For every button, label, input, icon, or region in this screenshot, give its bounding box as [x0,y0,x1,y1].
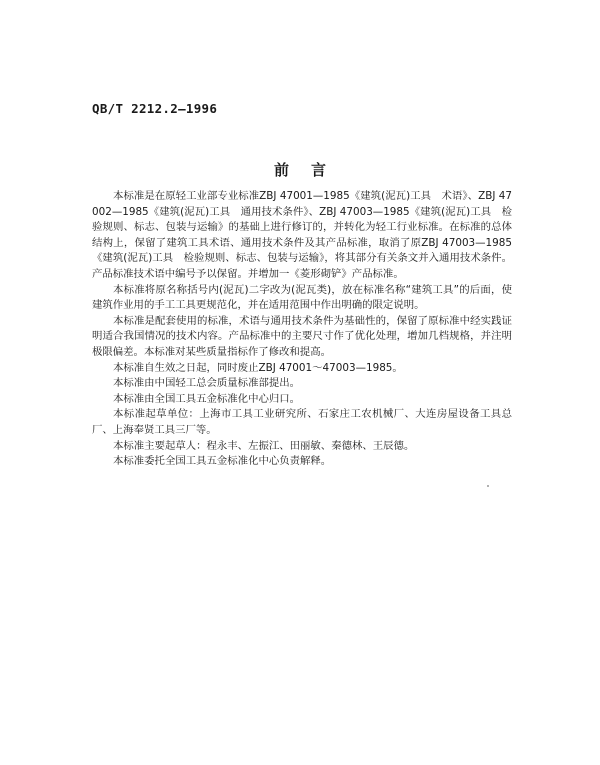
paragraph-centralized-by: 本标准由全国工具五金标准化中心归口。 [113,392,301,405]
scan-speck [487,485,489,487]
paragraph-main-drafters: 本标准主要起草人：程永丰、左振江、田丽敏、秦德林、王辰德。 [113,439,415,452]
paragraph-interpretation: 本标准委托全国工具五金标准化中心负责解释。 [113,455,332,468]
paragraph-drafting-units: 本标准起草单位：上海市工具工业研究所、石家庄工农机械厂、大连房屋设备工具总厂、上海奉贤工具三厂等。 [92,408,512,436]
page-title: 前言 [273,161,348,179]
paragraph-revision-basis: 本标准是在原轻工业部专业标准ZBJ 47001—1985《建筑(泥瓦)工具 术语》、ZBJ 47002—1985《建筑(泥瓦)工具 通用技术条件》、ZBJ 47003—1985《建筑(泥瓦)工具 检验规则、标志、包装与运输》的基础上进行修订的，并转化为轻工行业标准。在标准的总体结构上，保留了建筑工具术语、通用技术条件及其产品标准，取消了原ZBJ 47003—1985《建筑(泥瓦)工具 检验规则、标志、包装与运输》，将其部分有关条文并入通用技术条件。产品标准技术语中编号予以保留。并增加一《菱形砌铲》产品标准。 [92,190,512,280]
paragraph-effective-date: 本标准自生效之日起，同时废止ZBJ 47001～47003—1985。 [113,361,403,374]
paragraph-proposed-by: 本标准由中国轻工总会质量标准部提出。 [113,377,301,390]
foreword-body [92,189,512,470]
standard-code: QB/T 2212.2—1996 [92,101,218,116]
paragraph-name-change: 本标准将原名称括号内(泥瓦)二字改为(泥瓦类)，放在标准名称“建筑工具”的后面，使建筑作业用的手工工具更规范化，并在适用范围中作出明确的限定说明。 [92,283,512,312]
paragraph-supporting-standards: 本标准是配套使用的标准，术语与通用技术条件为基础性的，保留了原标准中经实践证明适合我国情况的技术内容。产品标准中的主要尺寸作了优化处理，增加几档规格，并注明极限偏差。本标准对某些质量指标作了修改和提高。 [92,314,512,358]
